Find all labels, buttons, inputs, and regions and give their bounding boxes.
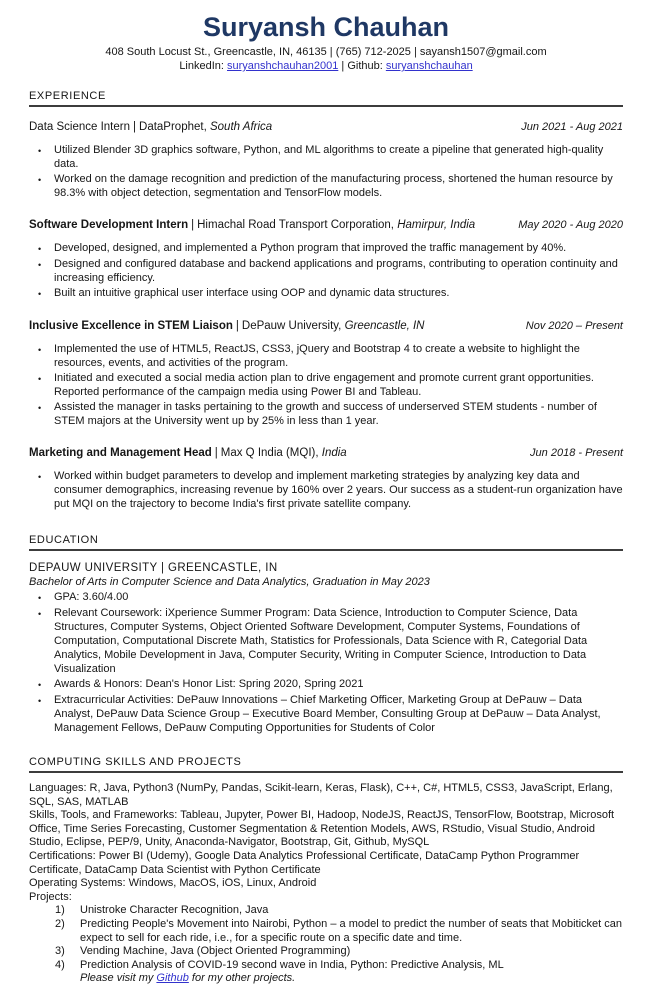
project-item (55, 904, 623, 918)
project-text: Unistroke Character Recognition, Java (80, 904, 269, 917)
bullet-item (38, 590, 623, 605)
job-company: DataProphet, (139, 121, 207, 133)
project-item (55, 959, 623, 973)
bullet-text: Implemented the use of HTML5, ReactJS, CSS3, jQuery and Bootstrap 4 to create a website to highlight the resources, events, and activities of the program. (54, 343, 580, 369)
job-header (29, 121, 623, 134)
project-number: 3) (55, 945, 65, 958)
bullet-item (38, 172, 623, 200)
bullet-icon: • (38, 696, 42, 706)
job-bullets (29, 143, 623, 200)
bullet-icon: • (38, 175, 42, 185)
project-number: 2) (55, 917, 65, 930)
contact-line: 408 South Locust St., Greencastle, IN, 46135 | (765) 712-2025 | sayansh1507@gmail.com (105, 46, 547, 58)
bullet-icon: • (38, 472, 42, 482)
projects-footnote (80, 972, 623, 986)
job-role: Inclusive Excellence in STEM Liaison (29, 320, 233, 332)
section-education (29, 534, 623, 735)
job-role: Marketing and Management Head (29, 447, 212, 459)
project-item (55, 945, 623, 959)
bullet-icon: • (38, 403, 42, 413)
job-company: Himachal Road Transport Corporation, (197, 219, 394, 231)
profile-links-line (29, 60, 623, 73)
job-dates: May 2020 - Aug 2020 (518, 219, 623, 231)
pipe-separator: | (235, 320, 239, 332)
bullet-item (38, 469, 623, 511)
bullet-item (38, 286, 623, 301)
project-text: Predicting People's Movement into Nairobi, Python – a model to predict the number of seats that Mobiticket can expect to sell for each ride, i.e., for a specific route on a specific date and time. (80, 917, 622, 944)
project-number: 1) (55, 904, 65, 917)
job-entry (29, 320, 623, 428)
skills-tools-line: Skills, Tools, and Frameworks: Tableau, Jupyter, Power BI, Hadoop, NodeJS, ReactJS, TensorFlow, Bootstrap, Microsoft Office, Time Series Forecasting, Customer Segmentation & Retention Models, AWS, RStudio, Visual Studio, Android Studio, Eclipse, PEP/9, Unity, Anaconda-Navigator, Bootstrap, Git, Github, MySQL (29, 809, 615, 849)
project-number: 4) (55, 958, 65, 971)
bullet-icon: • (38, 289, 42, 299)
section-experience (29, 90, 623, 511)
bullet-text: Built an intuitive graphical user interface using OOP and dynamic data structures. (54, 287, 450, 299)
bullet-item (38, 606, 623, 676)
bullet-icon: • (38, 609, 42, 619)
job-title-line (29, 219, 475, 232)
job-bullets (29, 342, 623, 428)
job-header (29, 447, 623, 460)
section-skills (29, 756, 623, 986)
job-bullets (29, 241, 623, 301)
skills-os-line: Operating Systems: Windows, MacOS, iOS, Linux, Android (29, 877, 317, 890)
bullet-item (38, 342, 623, 370)
job-entry (29, 121, 623, 200)
bullet-text: Extracurricular Activities: DePauw Innovations – Chief Marketing Officer, Marketing Group at DePauw – Data Analyst, DePauw Data Science Group – Executive Board Member, Consulting Group at DePauw – Data Analyst, Management Fellows, DePauw Computing Opportunities for Students of Color (54, 694, 601, 734)
bullet-text: Relevant Coursework: iXperience Summer Program: Data Science, Introduction to Computer Science, Data Structures, Computer Systems, Object Oriented Software Development, Computer Systems, Foundations of Computation, Computational Discrete Math, Statistics for Professionals, Data Science with R, Categorial Data Analytics, Mobile Development in Java, Computer Security, Writing in Computer Science, Introduction to Data Visualization (54, 607, 588, 675)
bullet-item (38, 371, 623, 399)
bullet-icon: • (38, 374, 42, 384)
bullet-icon: • (38, 345, 42, 355)
bullet-item (38, 693, 623, 735)
job-entry (29, 447, 623, 511)
projects-list (29, 904, 623, 972)
school-line: DEPAUW UNIVERSITY | GREENCASTLE, IN (29, 562, 278, 574)
projects-label: Projects: (29, 890, 72, 903)
job-company: Max Q India (MQI), (220, 447, 319, 459)
job-title-line (29, 320, 425, 333)
linkedin-label: LinkedIn: (179, 60, 228, 72)
education-section-title: EDUCATION (29, 534, 623, 551)
job-role: Software Development Intern (29, 219, 189, 231)
bullet-text: Developed, designed, and implemented a Python program that improved the traffic management by 40%. (54, 242, 567, 254)
bullet-text: Assisted the manager in tasks pertaining to the growth and success of underserved STEM students - number of STEM majors at the University went up by 25% in less than 1 year. (54, 401, 597, 427)
pipe-separator: | (133, 121, 137, 133)
footnote-suffix: for my other projects. (188, 972, 296, 985)
bullet-text: Initiated and executed a social media action plan to drive engagement and promote current grant opportunities. Reported performance of the campaign media using Power BI and Tableau. (54, 372, 594, 398)
job-dates: Nov 2020 – Present (525, 320, 623, 332)
bullet-item (38, 677, 623, 692)
job-title-line (29, 121, 272, 134)
bullet-text: Utilized Blender 3D graphics software, Python, and ML algorithms to create a pipeline that generated high-quality data. (54, 144, 604, 170)
person-name: Suryansh Chauhan (202, 12, 450, 42)
bullet-text: Awards & Honors: Dean's Honor List: Spring 2020, Spring 2021 (54, 678, 364, 690)
job-title-line (29, 447, 347, 460)
bullet-text: GPA: 3.60/4.00 (54, 591, 129, 603)
bullet-text: Worked within budget parameters to develop and implement marketing strategies by analyzing key data and consumer demographics, increasing revenue by 160% over 2 years. Our success as a student-run organization have put MQI on the trajectory to become India's first private satellite company. (54, 470, 623, 510)
bullet-icon: • (38, 244, 42, 254)
job-location: India (321, 447, 347, 459)
degree-line: Bachelor of Arts in Computer Science and Data Analytics, Graduation in May 2023 (29, 576, 430, 588)
github-label: Github: (347, 60, 386, 72)
bullet-text: Designed and configured database and backend applications and programs, contributing to operation continuity and increasing efficiency. (54, 258, 618, 284)
job-bullets (29, 469, 623, 511)
project-text: Prediction Analysis of COVID-19 second wave in India, Python: Predictive Analysis, ML (80, 958, 504, 971)
bullet-icon: • (38, 260, 42, 270)
job-header (29, 219, 623, 232)
skills-languages-line: Languages: R, Java, Python3 (NumPy, Pandas, Scikit-learn, Keras, Flask), C++, C#, HTML5, CSS3, JavaScript, Erlang, SQL, SAS, MATLAB (29, 782, 613, 808)
bullet-text: Worked on the damage recognition and prediction of the manufacturing process, shortened the human resource by 98.3% with object detection, segmentation and TensorFlow models. (54, 173, 613, 199)
bullet-icon: • (38, 593, 42, 603)
bullet-item (38, 257, 623, 285)
experience-section-title: EXPERIENCE (29, 90, 623, 107)
skills-lines (29, 782, 623, 904)
bullet-item (38, 400, 623, 428)
job-role: Data Science Intern (29, 121, 131, 133)
job-location: South Africa (209, 121, 273, 133)
project-text: Vending Machine, Java (Object Oriented Programming) (80, 945, 351, 958)
job-dates: Jun 2021 - Aug 2021 (521, 121, 623, 133)
job-entry (29, 219, 623, 301)
pipe-separator: | (214, 447, 218, 459)
pipe-separator: | (191, 219, 195, 231)
education-bullets (29, 590, 623, 735)
job-location: Hamirpur, India (397, 219, 476, 231)
job-dates: Jun 2018 - Present (530, 447, 623, 459)
bullet-icon: • (38, 680, 42, 690)
bullet-item (38, 143, 623, 171)
job-company: DePauw University, (241, 320, 342, 332)
project-item (55, 918, 623, 945)
skills-section-title: COMPUTING SKILLS AND PROJECTS (29, 756, 623, 773)
footnote-prefix: Please visit my (80, 972, 157, 985)
job-header (29, 320, 623, 333)
job-location: Greencastle, IN (344, 320, 425, 332)
github-link[interactable]: suryanshchauhan (385, 60, 473, 72)
bullet-item (38, 241, 623, 256)
linkedin-link[interactable]: suryanshchauhan2001 (227, 60, 339, 72)
links-separator: | (338, 60, 348, 72)
skills-certifications-line: Certifications: Power BI (Udemy), Google Data Analytics Professional Certificate, DataCamp Python Programmer Certificate, DataCamp Data Scientist with Python Certificate (29, 849, 580, 876)
github-note-link[interactable]: Github (156, 972, 189, 985)
bullet-icon: • (38, 146, 42, 156)
